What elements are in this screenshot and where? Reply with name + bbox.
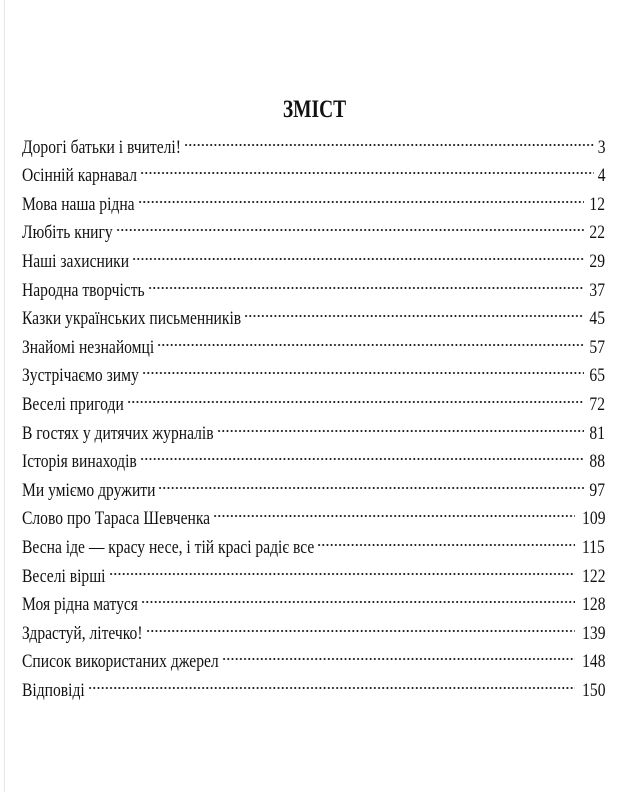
dot-leader — [158, 467, 586, 496]
dot-leader — [184, 124, 596, 153]
toc-entry-label: Ми уміємо дружити — [22, 479, 156, 501]
dot-leader — [213, 496, 576, 525]
toc-entry-page: 29 — [589, 250, 605, 272]
toc-entry-page: 150 — [581, 679, 605, 701]
toc-entry-page: 81 — [589, 422, 605, 444]
dot-leader — [141, 582, 577, 611]
toc-entry-label: Казки українських письменників — [22, 308, 242, 330]
toc-entry-page: 109 — [581, 508, 605, 530]
page-title: ЗМІСТ — [282, 95, 347, 123]
dot-leader — [132, 238, 586, 267]
toc-entry-label: Зустрічаємо зиму — [22, 365, 139, 387]
toc-entry-page: 12 — [589, 193, 605, 215]
toc-entry-label: Знайомі незнайомці — [22, 336, 155, 358]
toc-entry-page: 97 — [589, 479, 605, 501]
dot-leader — [140, 439, 586, 468]
toc-entry-page: 45 — [589, 308, 605, 330]
toc-entry-label: Весна іде — красу несе, і тій красі радіє все — [22, 536, 315, 558]
toc-entry-label: Історія винаходів — [22, 451, 137, 473]
toc-entry-page: 4 — [597, 165, 605, 187]
toc-entry-label: Здрастуй, літечко! — [22, 622, 143, 644]
toc-entry-page: 65 — [589, 365, 605, 387]
toc-entry-label: Наші захисники — [22, 250, 130, 272]
toc-entry-label: Моя рідна матуся — [22, 594, 138, 616]
dot-leader — [146, 610, 577, 639]
toc-entry-label: Мова наша рідна — [22, 193, 135, 215]
toc-entry-label: Веселі пригоди — [22, 393, 124, 415]
dot-leader — [142, 353, 586, 382]
dot-leader — [148, 267, 586, 296]
dot-leader — [140, 153, 596, 182]
toc-entry-label: Веселі вірші — [22, 565, 106, 587]
page-edge — [4, 0, 5, 792]
dot-leader — [127, 381, 586, 410]
toc-entry-page: 148 — [581, 651, 605, 673]
dot-leader — [222, 639, 577, 668]
toc-entry — [22, 667, 605, 701]
toc-entry-label: Слово про Тараса Шевченка — [22, 508, 211, 530]
toc-entry-page: 3 — [597, 136, 605, 158]
toc-entry-label: Відповіді — [22, 679, 85, 701]
toc-entry-page: 88 — [589, 451, 605, 473]
toc-entry-page: 139 — [581, 622, 605, 644]
toc-entry-page: 37 — [589, 279, 605, 301]
toc-entry-label: Любіть книгу — [22, 222, 113, 244]
table-of-contents — [22, 124, 605, 701]
toc-entry-page: 128 — [581, 594, 605, 616]
dot-leader — [88, 667, 577, 696]
dot-leader — [116, 210, 586, 239]
toc-entry-page: 122 — [581, 565, 605, 587]
toc-entry-page: 115 — [582, 536, 605, 558]
dot-leader — [109, 553, 577, 582]
toc-entry-label: Дорогі батьки і вчителі! — [22, 136, 181, 158]
toc-entry-label: Народна творчість — [22, 279, 145, 301]
dot-leader — [157, 324, 586, 353]
toc-entry-label: В гостях у дитячих журналів — [22, 422, 214, 444]
dot-leader — [244, 296, 586, 325]
toc-entry — [22, 582, 605, 616]
toc-entry-page: 57 — [589, 336, 605, 358]
toc-entry — [22, 553, 605, 587]
toc-entry — [22, 124, 605, 158]
toc-entry-label: Список використаних джерел — [22, 651, 219, 673]
dot-leader — [217, 410, 586, 439]
dot-leader — [138, 181, 586, 210]
toc-entry-page: 72 — [589, 393, 605, 415]
dot-leader — [317, 524, 577, 553]
toc-entry-label: Осінній карнавал — [22, 165, 138, 187]
toc-entry-page: 22 — [589, 222, 605, 244]
